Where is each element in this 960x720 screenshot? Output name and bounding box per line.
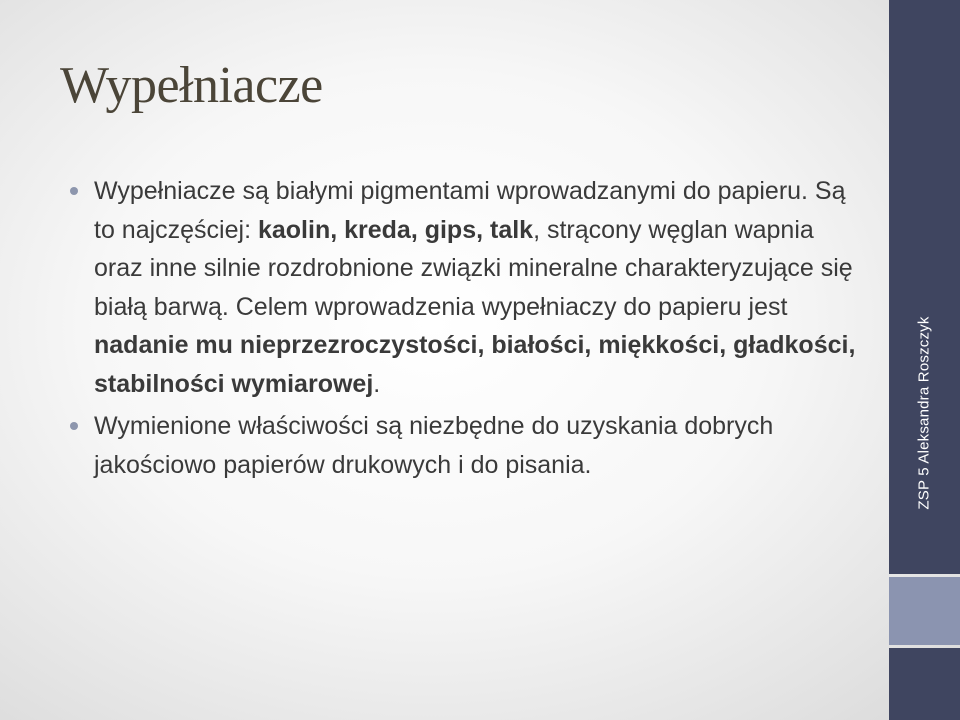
bullet-dot-icon	[70, 422, 78, 430]
bullet-list	[70, 172, 860, 484]
slide-title: Wypełniacze	[60, 57, 323, 114]
bullet-text: Wymienione właściwości są niezbędne do uzyskania dobrych jakościowo papierów drukowych i do pisania.	[94, 412, 774, 479]
bullet-item-fillers-definition	[70, 172, 860, 403]
bullet-dot-icon	[70, 187, 78, 195]
bullet-text-part: , strącony węglan wapnia oraz inne silnie rozdrobnione związki mineralne charakteryzujące się białą barwą. Celem wprowadzenia wypełniaczy do papieru jest	[94, 215, 853, 321]
sidebar-accent-strip	[889, 577, 960, 645]
bullet-text-part: .	[373, 369, 381, 398]
bullet-bold-properties: nadanie mu nieprzezroczystości, białości, miękkości, gładkości, stabilności wymiarowej	[94, 331, 856, 398]
footer-author: ZSP 5 Aleksandra Roszczyk	[915, 316, 933, 510]
bullet-text-part: Wypełniacze są białymi pigmentami wprowadzanymi do papieru. Są to najczęściej:	[94, 177, 846, 244]
bullet-item-properties-importance	[70, 407, 860, 484]
sidebar-bottom-panel	[889, 648, 960, 720]
bullet-bold-materials: kaolin, kreda, gips, talk	[257, 215, 534, 244]
